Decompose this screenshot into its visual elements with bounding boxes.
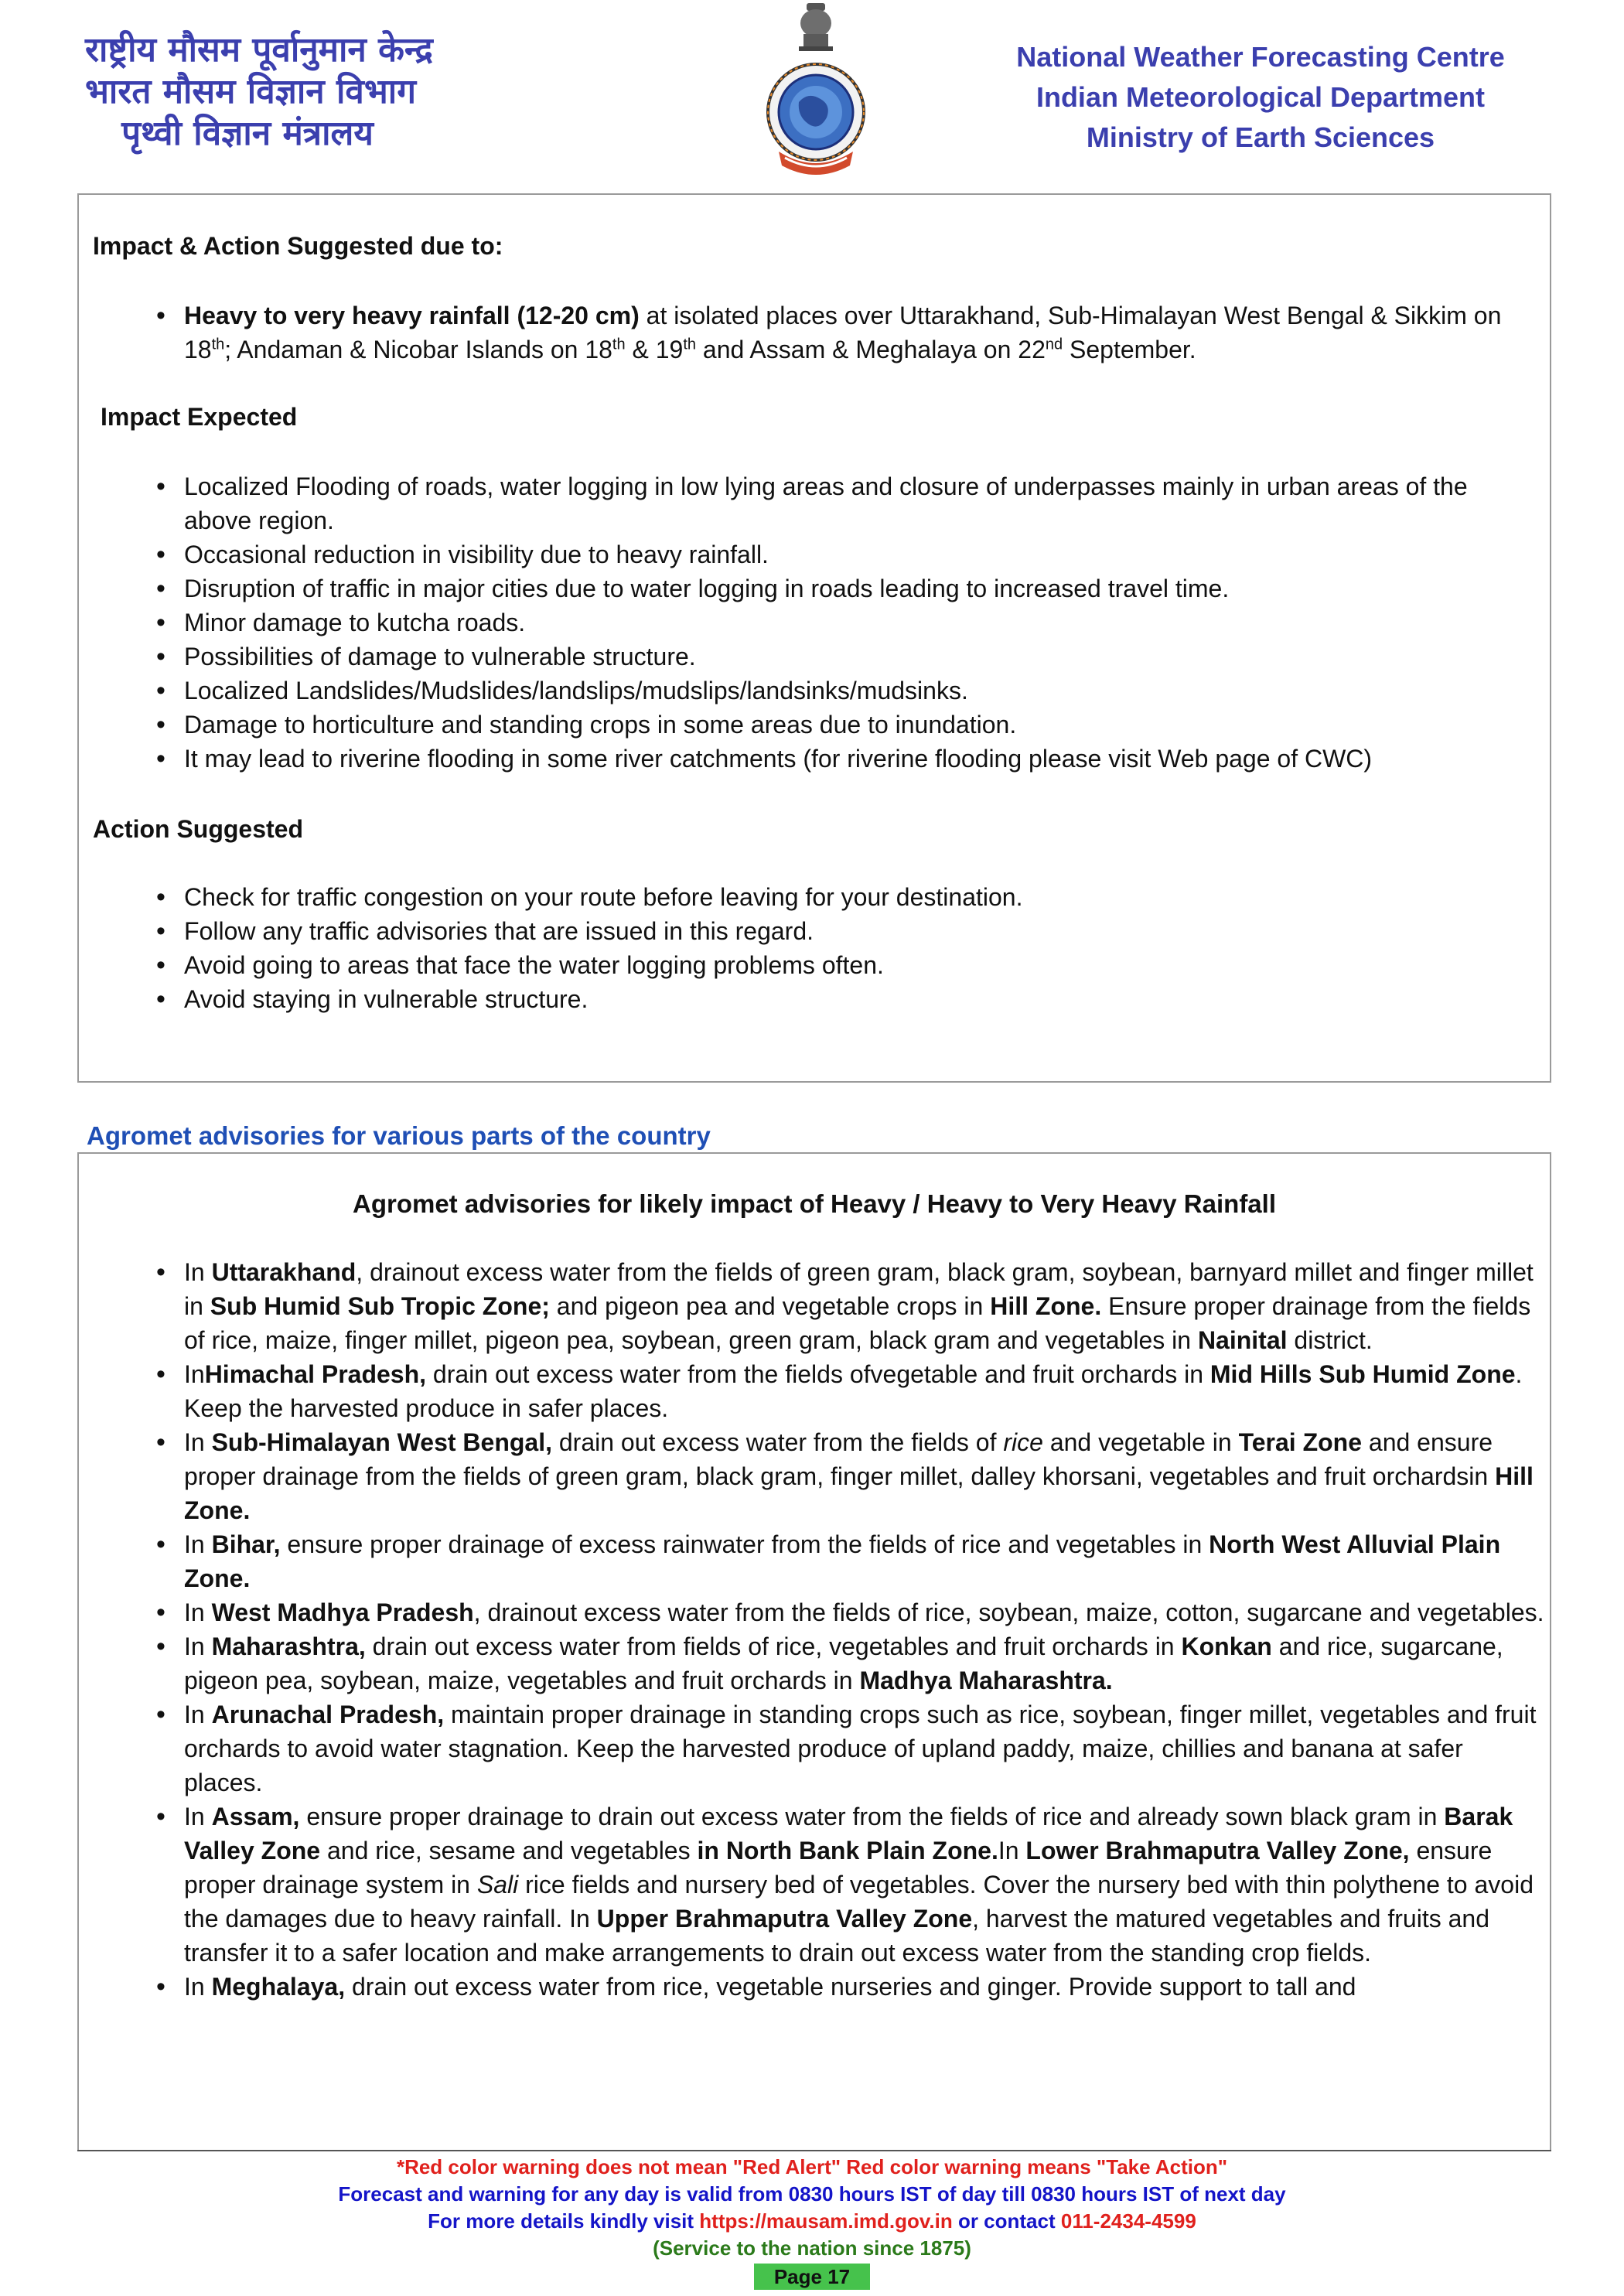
impact-item: • Damage to horticulture and standing crops in some areas due to inundation. xyxy=(184,708,1539,742)
region-name: Sub-Himalayan West Bengal, xyxy=(211,1428,552,1456)
english-line-1: National Weather Forecasting Centre xyxy=(1016,41,1505,73)
footer-contact-mid: or contact xyxy=(952,2209,1061,2233)
impact-item: • Possibilities of damage to vulnerable structure. xyxy=(184,640,1539,674)
footer-website-link[interactable]: https://mausam.imd.gov.in xyxy=(699,2209,953,2233)
advisory-text: In xyxy=(184,1803,212,1830)
region-name: Terai Zone xyxy=(1238,1428,1362,1456)
agromet-advisory-item xyxy=(184,1357,1547,1425)
rainfall-text-1: at isolated places over Uttarakhand, Sub-Himalayan West Bengal & Sikkim on 18 xyxy=(184,302,1502,363)
rainfall-sup-1: th xyxy=(211,336,225,353)
region-name: Lower Brahmaputra Valley Zone, xyxy=(1025,1837,1410,1864)
region-name: in North Bank Plain Zone. xyxy=(697,1837,998,1864)
emphasis-text: Sali xyxy=(476,1871,519,1899)
advisory-text: In xyxy=(184,1258,212,1286)
region-name: Arunachal Pradesh, xyxy=(211,1701,445,1728)
action-item: • Avoid staying in vulnerable structure. xyxy=(184,982,1539,1016)
region-name: Bihar, xyxy=(211,1530,281,1558)
advisory-text: district. xyxy=(1287,1326,1373,1354)
action-suggested-heading: Action Suggested xyxy=(93,815,304,843)
footer-contact-prefix: For more details kindly visit xyxy=(428,2209,700,2233)
region-name: West Madhya Pradesh xyxy=(211,1598,474,1626)
advisory-text: and vegetable in xyxy=(1042,1428,1239,1456)
impact-item: • Localized Landslides/Mudslides/landslips/mudslips/landsinks/mudsinks. xyxy=(184,674,1539,708)
advisory-text: drain out excess water from the fields ofvegetable and fruit orchards in xyxy=(426,1360,1210,1388)
action-item: • Avoid going to areas that face the water logging problems often. xyxy=(184,948,1539,982)
region-name: Sub Humid Sub Tropic Zone; xyxy=(210,1292,550,1320)
advisory-text: In xyxy=(998,1837,1026,1864)
agromet-advisory-list xyxy=(184,1255,1547,2004)
emphasis-text: rice xyxy=(1003,1428,1043,1456)
action-suggested-list xyxy=(184,880,1539,1016)
advisory-text: drain out excess water from fields of rice, vegetables and fruit orchards in xyxy=(365,1632,1182,1660)
advisory-text: , drainout excess water from the fields of rice, soybean, maize, cotton, sugarcane and vegetables. xyxy=(473,1598,1544,1626)
agromet-advisory-item xyxy=(184,1697,1547,1800)
rainfall-range: (12-20 cm) xyxy=(510,302,640,329)
hindi-line-2: भारत मौसम विज्ञान विभाग xyxy=(85,72,416,111)
rainfall-item xyxy=(184,299,1539,367)
region-name: Nainital xyxy=(1197,1326,1288,1354)
advisory-text: In xyxy=(184,1632,212,1660)
page-footer xyxy=(0,2154,1624,2291)
agromet-advisory-item xyxy=(184,1800,1547,1970)
agromet-advisory-item xyxy=(184,1425,1547,1527)
advisory-text: , harvest the matured vegetables and fruits and transfer it to a safer location and make arrangements to drain out excess water from the standing crop fields. xyxy=(184,1905,1489,1967)
advisory-text: ensure proper drainage system in xyxy=(184,1837,1493,1899)
region-name: Madhya Maharashtra. xyxy=(859,1667,1113,1694)
impact-item: • Minor damage to kutcha roads. xyxy=(184,606,1539,640)
advisory-text: In xyxy=(184,1701,212,1728)
advisory-text: Ensure proper drainage from the fields of rice, maize, finger millet, pigeon pea, soybean, green gram, black gram and vegetables in xyxy=(184,1292,1531,1354)
impact-expected-list xyxy=(184,469,1539,776)
agromet-advisory-item xyxy=(184,1255,1547,1357)
agromet-advisory-item xyxy=(184,1527,1547,1595)
impact-item: • Localized Flooding of roads, water logging in low lying areas and closure of underpasses mainly in urban areas of the above region. xyxy=(184,469,1539,537)
advisory-text: ensure proper drainage of excess rainwater from the fields of rice and vegetables in xyxy=(280,1530,1209,1558)
agromet-advisory-item xyxy=(184,1595,1547,1629)
region-name: Upper Brahmaputra Valley Zone xyxy=(596,1905,973,1933)
region-name: North West Alluvial Plain Zone. xyxy=(184,1530,1501,1592)
rainfall-sup-3: th xyxy=(683,336,697,353)
advisory-text: In xyxy=(184,1428,212,1456)
advisory-text: In xyxy=(184,1598,212,1626)
rainfall-list xyxy=(184,299,1539,367)
rainfall-sup-4: nd xyxy=(1045,336,1063,353)
agromet-advisory-item xyxy=(184,1970,1547,2004)
hindi-line-1: राष्ट्रीय मौसम पूर्वानुमान केन्द्र xyxy=(85,30,433,70)
impact-item: • Occasional reduction in visibility due to heavy rainfall. xyxy=(184,537,1539,571)
advisory-text: and rice, sugarcane, pigeon pea, soybean, maize, vegetables and fruit orchards in xyxy=(184,1632,1503,1694)
region-name: Barak Valley Zone xyxy=(184,1803,1513,1864)
advisory-text: and rice, sesame and vegetables xyxy=(320,1837,698,1864)
hindi-org-name xyxy=(85,29,433,155)
advisory-text: . Keep the harvested produce in safer places. xyxy=(184,1360,1523,1422)
impact-item: • It may lead to riverine flooding in some river catchments (for riverine flooding please visit Web page of CWC) xyxy=(184,742,1539,776)
rainfall-text-3: & 19 xyxy=(625,336,684,363)
advisory-text: In xyxy=(184,1360,205,1388)
advisory-text: drain out excess water from rice, vegetable nurseries and ginger. Provide support to tall and xyxy=(345,1973,1356,2001)
english-line-2: Indian Meteorological Department xyxy=(1035,81,1486,113)
imd-emblem-icon xyxy=(762,0,870,186)
advisory-text: ensure proper drainage to drain out excess water from the fields of rice and already sown black gram in xyxy=(299,1803,1445,1830)
region-name: Himachal Pradesh, xyxy=(204,1360,427,1388)
english-line-3: Ministry of Earth Sciences xyxy=(1086,121,1435,153)
english-org-name xyxy=(990,37,1531,158)
footer-phone-number: 011-2434-4599 xyxy=(1060,2209,1196,2233)
rainfall-text-5: September. xyxy=(1063,336,1196,363)
rainfall-sup-2: th xyxy=(612,336,626,353)
hindi-line-3: पृथ्वी विज्ञान मंत्रालय xyxy=(121,114,374,153)
impact-expected-heading: Impact Expected xyxy=(101,403,298,431)
advisory-text: rice fields and nursery bed of vegetables. Cover the nursery bed with thin polythene to avoid the damages due to heavy rainfall. In xyxy=(184,1871,1534,1933)
agromet-advisory-item xyxy=(184,1629,1547,1697)
footer-divider xyxy=(77,2150,1551,2151)
page-number-badge: Page 17 xyxy=(754,2264,870,2290)
region-name: Uttarakhand xyxy=(211,1258,357,1286)
region-name: Hill Zone. xyxy=(184,1462,1534,1524)
region-name: Hill Zone. xyxy=(990,1292,1102,1320)
footer-warning-note: *Red color warning does not mean "Red Alert" Red color warning means "Take Action" xyxy=(396,2155,1228,2178)
advisory-text: In xyxy=(184,1973,212,2001)
impact-item: • Disruption of traffic in major cities due to water logging in roads leading to increased travel time. xyxy=(184,571,1539,606)
rainfall-bold: Heavy to very heavy rainfall xyxy=(184,302,510,329)
agromet-box-title: Agromet advisories for likely impact of Heavy / Heavy to Very Heavy Rainfall xyxy=(353,1189,1276,1218)
action-item: • Follow any traffic advisories that are issued in this regard. xyxy=(184,914,1539,948)
advisory-text: , drainout excess water from the fields of green gram, black gram, soybean, barnyard millet and finger millet in xyxy=(184,1258,1534,1320)
advisory-text: and pigeon pea and vegetable crops in xyxy=(549,1292,991,1320)
region-name: Mid Hills Sub Humid Zone xyxy=(1209,1360,1516,1388)
advisory-text: In xyxy=(184,1530,212,1558)
page-header xyxy=(0,0,1624,193)
footer-contact-line xyxy=(0,2208,1624,2235)
footer-service-note: (Service to the nation since 1875) xyxy=(653,2236,971,2260)
footer-validity-note: Forecast and warning for any day is valid from 0830 hours IST of day till 0830 hours IST of next day xyxy=(338,2182,1286,2206)
action-item: • Check for traffic congestion on your route before leaving for your destination. xyxy=(184,880,1539,914)
advisory-text: maintain proper drainage in standing crops such as rice, soybean, finger millet, vegetables and fruit orchards to avoid water stagnation. Keep the harvested produce of upland paddy, maize, chillies and banana at safer places. xyxy=(184,1701,1537,1796)
rainfall-text-4: and Assam & Meghalaya on 22 xyxy=(696,336,1046,363)
advisory-text: drain out excess water from the fields of xyxy=(551,1428,1004,1456)
region-name: Maharashtra, xyxy=(211,1632,366,1660)
advisory-text: and ensure proper drainage from the fields of green gram, black gram, finger millet, dalley khorsani, vegetables and fruit orchardsin xyxy=(184,1428,1496,1490)
impact-action-heading: Impact & Action Suggested due to: xyxy=(93,232,503,260)
region-name: Assam, xyxy=(211,1803,300,1830)
region-name: Meghalaya, xyxy=(211,1973,346,2001)
region-name: Konkan xyxy=(1181,1632,1272,1660)
agromet-section-title: Agromet advisories for various parts of the country xyxy=(87,1121,711,1150)
rainfall-text-2: ; Andaman & Nicobar Islands on 18 xyxy=(224,336,612,363)
